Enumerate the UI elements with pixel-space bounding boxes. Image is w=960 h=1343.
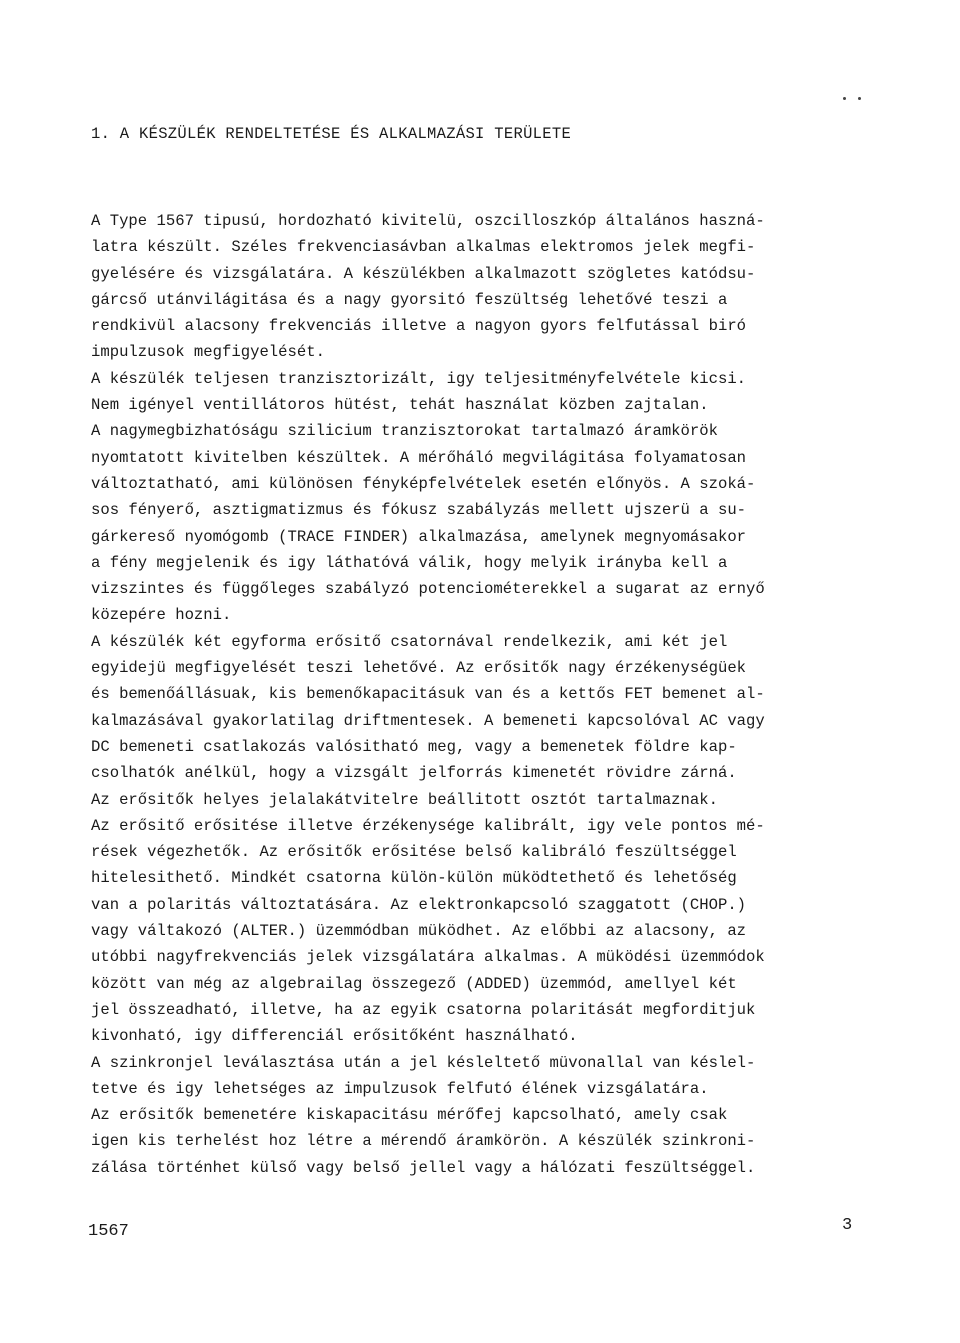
text-line: gárcső utánvilágitása és a nagy gyorsitó feszültség lehetővé teszi a	[91, 290, 728, 309]
text-line: A készülék teljesen tranzisztorizált, igy teljesitményfelvétele kicsi.	[91, 369, 747, 388]
text-line: egyidejü megfigyelését teszi lehetővé. Az erősitők nagy érzékenységüek	[91, 659, 747, 678]
text-line: van a polaritás változtatására. Az elektronkapcsoló szaggatott (CHOP.)	[91, 895, 747, 914]
text-line: jel összeadható, illetve, ha az egyik csatorna polaritását megforditjuk	[91, 1000, 756, 1019]
text-line: utóbbi nagyfrekvenciás jelek vizsgálatára alkalmas. A müködési üzemmódok	[91, 948, 765, 967]
text-line: változtatható, ami különösen fényképfelvételek esetén előnyös. A szoká-	[91, 474, 756, 493]
text-line: Az erősitők bemenetére kiskapacitásu mérőfej kapcsolható, amely csak	[91, 1106, 728, 1125]
scan-speck	[858, 97, 861, 100]
text-line: kivonható, igy differenciál erősitőként használható.	[91, 1027, 578, 1046]
text-line: Nem igényel ventillátoros hütést, tehát használat közben zajtalan.	[91, 396, 709, 415]
footer-model-number: 1567	[88, 1222, 129, 1241]
text-line: nyomtatott kivitelben készültek. A mérőháló megvilágitása folyamatosan	[91, 448, 747, 467]
text-line: gyelésére és vizsgálatára. A készülékben alkalmazott szögletes katódsu-	[91, 264, 756, 283]
text-line: A szinkronjel leválasztása után a jel késleltető müvonallal van késlel-	[91, 1053, 756, 1072]
text-line: a fény megjelenik és igy láthatóvá válik, hogy melyik irányba kell a	[91, 553, 728, 572]
text-line: DC bemeneti csatlakozás valósitható meg, vagy a bemenetek földre kap-	[91, 737, 737, 756]
text-line: hitelesithető. Mindkét csatorna külön-külön müködtethető és lehetőség	[91, 869, 737, 888]
text-line: latra készült. Széles frekvenciasávban alkalmas elektromos jelek megfi-	[91, 238, 756, 257]
text-line: Az erősitő erősitése illetve érzékenysége kalibrált, igy vele pontos mé-	[91, 816, 765, 835]
text-line: sos fényerő, asztigmatizmus és fókusz szabályzás mellett ujszerü a su-	[91, 501, 747, 520]
text-line: csolhatók anélkül, hogy a vizsgált jelforrás kimenetét rövidre zárná.	[91, 764, 737, 783]
text-line: A készülék két egyforma erősitő csatornával rendelkezik, ami két jel	[91, 632, 728, 651]
page-number: 3	[842, 1216, 853, 1235]
scan-speck	[843, 97, 846, 100]
text-line: és bemenőállásuak, kis bemenőkapacitásuk van és a kettős FET bemenet al-	[91, 685, 765, 704]
text-line: igen kis terhelést hoz létre a mérendő áramkörön. A készülék szinkroni-	[91, 1132, 756, 1151]
text-line: tetve és igy lehetséges az impulzusok felfutó élének vizsgálatára.	[91, 1079, 709, 1098]
text-line: A Type 1567 tipusú, hordozható kivitelü, oszcilloszkóp általános haszná-	[91, 212, 765, 230]
section-heading: 1. A KÉSZÜLÉK RENDELTETÉSE ÉS ALKALMAZÁSI TERÜLETE	[91, 125, 572, 143]
text-line: vizszintes és függőleges szabályzó potenciométerekkel a sugarat az ernyő	[91, 580, 765, 599]
text-line: Az erősitők helyes jelalakátvitelre beállitott osztót tartalmaznak.	[91, 790, 718, 809]
text-line: A nagymegbizhatóságu szilicium tranzisztorokat tartalmazó áramkörök	[91, 422, 718, 441]
text-line: kalmazásával gyakorlatilag driftmentesek. A bemeneti kapcsolóval AC vagy	[91, 711, 765, 730]
text-line: vagy váltakozó (ALTER.) üzemmódban müködhet. Az előbbi az alacsony, az	[91, 922, 747, 941]
text-line: között van még az algebrailag összegező (ADDED) üzemmód, amellyel két	[91, 974, 737, 993]
text-line: zálása történhet külső vagy belső jellel vagy a hálózati feszültséggel.	[91, 1158, 756, 1177]
text-line: impulzusok megfigyelését.	[91, 343, 325, 362]
text-line: rések végezhetők. Az erősitők erősitése belső kalibráló feszültséggel	[91, 843, 737, 862]
text-line: rendkivül alacsony frekvenciás illetve a nagyon gyors felfutással biró	[91, 317, 747, 336]
text-line: közepére hozni.	[91, 606, 232, 625]
text-line: gárkereső nyomógomb (TRACE FINDER) alkalmazása, amelynek megnyomásakor	[91, 527, 747, 546]
body-text	[91, 208, 851, 1181]
